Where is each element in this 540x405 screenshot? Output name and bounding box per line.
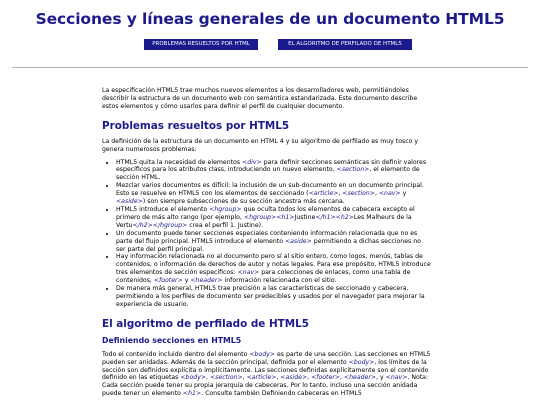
code-tag: <nav> — [237, 269, 260, 277]
code-tag: <article> — [246, 374, 277, 382]
list-item: • De manera más general, HTML5 trae precisión a las características de seccionado y cabecera, permitiendo a los perfiles de documento ser predecibles y usados por el navegador para mejorar la experiencia de usuario. — [116, 285, 432, 309]
section-heading-algoritmo: El algoritmo de perfilado de HTML5 — [102, 317, 309, 330]
list-item: • HTML5 quita la necesidad de elementos <div> para definir secciones semánticas sin definir valores específicos para los atributos class, introduciendo un nuevo elemento, <section>, el elemento de sección HTML. — [116, 159, 432, 183]
code-tag: </h2></hgroup> — [132, 221, 188, 229]
code-tag: <body> — [348, 358, 375, 366]
code-tag: <header> — [343, 374, 377, 382]
code-tag: <section> — [336, 166, 370, 174]
code-tag: <article> — [308, 190, 339, 198]
list-item: • Hay información relacionada no al documento pero sí al sitio entero, como logos, menús, tablas de contenidos, o información de derechos de autor y notas legales. Para ese propósito, HTML5 introduce tres elementos de sección específicos: <nav> para colecciones de enlaces, como una tabla de contenidos, <footer> y <header> información relacionada con el sitio. — [116, 253, 432, 285]
page-title: Secciones y líneas generales de un documento HTML5 — [35, 10, 505, 28]
code-tag: <section> — [342, 190, 375, 198]
list-item: • Mezclar varios documentos es difícil: la inclusión de un sub-documento en un documento principal. Esto se resuelve en HTML5 con los elementos de seccionado (<article>, <section>, <nav> y <aside>) son siempre subsecciones de su sección ancestra más cercana. — [116, 182, 432, 206]
code-tag: </h1><h2> — [315, 213, 354, 221]
code-tag: <nav> — [378, 190, 401, 198]
code-tag: <nav> — [385, 374, 408, 382]
code-tag: <aside> — [280, 374, 308, 382]
subheading-definiendo-secciones: Definiendo secciones en HTML5 — [102, 335, 242, 345]
code-tag: <footer> — [311, 374, 340, 382]
code-tag: <h1> — [182, 390, 202, 398]
section2-paragraph: Todo el contenido incluido dentro del elemento <body> es parte de una sección. Las secciones en HTML5 pueden ser anidadas. Además de la sección principal, definida por el elemento <body>, los límites de la sección son definidos explícita o implícitamente. Las secciones definidas explícitamente son el contenido definido en las etiquetas <body>, <section>, <article>, <aside>, <footer>, <header>, y <nav>. Nota: Cada sección puede tener su propia jerarquía de cabeceras. Por lo tanto, incluso una sección anidada puede tener un elemento <h1>. Consulte también Definiendo cabeceras en HTML5 — [102, 350, 431, 398]
code-tag: <aside> — [284, 237, 312, 245]
code-tag: <body> — [180, 374, 207, 382]
nav-link-problemas-resueltos[interactable]: PROBLEMAS RESUELTOS POR HTML — [144, 39, 258, 50]
section1-paragraph: La definición de la estructura de un documento en HTML 4 y su algoritmo de perfilado es muy tosco y genera numerosos problemas: — [102, 137, 419, 153]
list-item: • Un documento puede tener secciones especiales conteniendo información relacionada que no es parte del flujo principal. HTML5 introduce el elemento <aside> permitiendo a dichas secciones no ser parte del perfil principal. — [116, 230, 432, 254]
code-tag: <hgroup> — [209, 205, 242, 213]
code-tag: <aside> — [116, 198, 143, 206]
main-content — [102, 87, 432, 398]
code-tag: <hgroup><h1> — [243, 213, 295, 221]
code-tag: <footer> — [153, 277, 183, 285]
code-tag: <header> — [190, 277, 223, 285]
code-tag: <div> — [242, 158, 262, 166]
intro-paragraph: La especificación HTML5 trae muchos nuevos elementos a los desarrolladores web, permitiéndoles describir la estructura de un documento web con semántica estandarizada. Este documento describe estos elementos y cómo usarlos para definir el perfil de cualquier documento. — [102, 87, 418, 110]
nav-link-algoritmo-perfilado[interactable]: EL ALGORITMO DE PERFILADO DE HTML5 — [278, 39, 412, 50]
section-heading-problemas: Problemas resueltos por HTML5 — [102, 119, 290, 132]
list-item: • HTML5 introduce el elemento <hgroup> que oculta todos los elementos de cabecera excepto el primero de más alto rango (por ejemplo, <hgroup><h1>Justine</h1><h2>Les Malheurs de la Vertu</h2></hgroup> crea el perfil 1. Justine). — [116, 206, 432, 230]
problems-list — [102, 159, 432, 309]
code-tag: <body> — [249, 350, 276, 358]
divider — [12, 67, 528, 68]
code-tag: <section> — [209, 374, 243, 382]
